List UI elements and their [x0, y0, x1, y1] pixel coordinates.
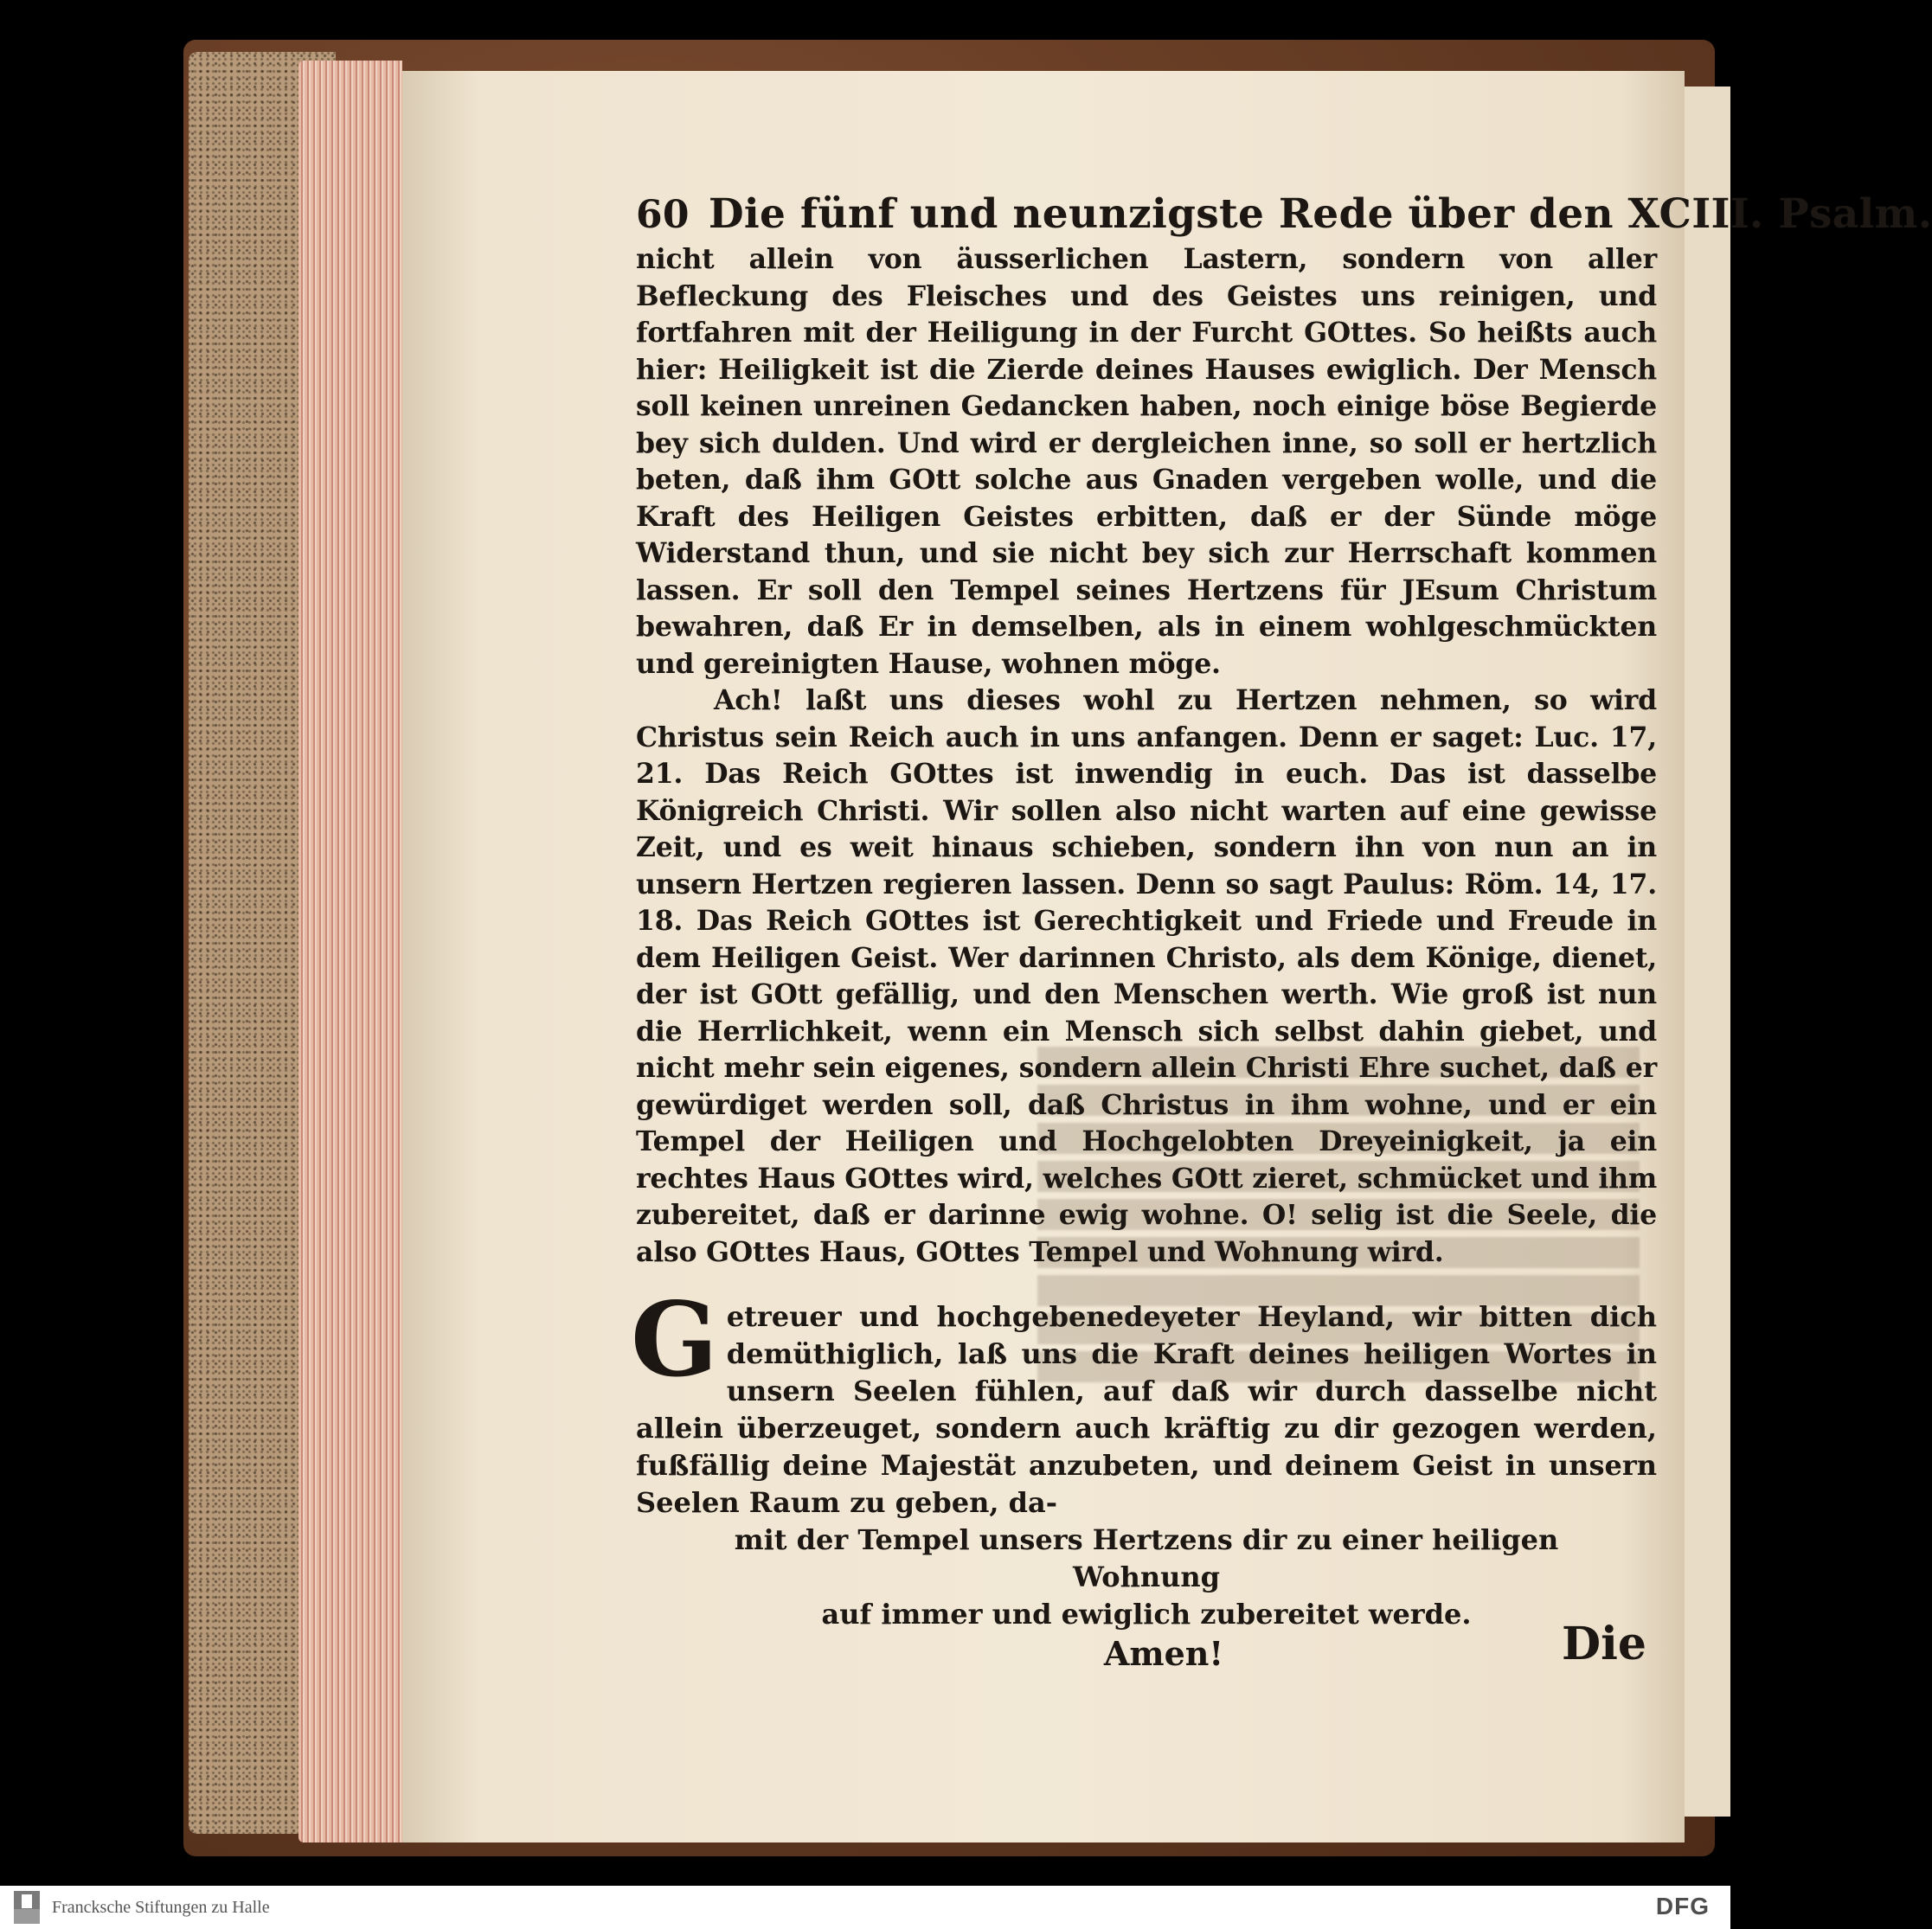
paragraph-1: nicht allein von äusserlichen Lastern, sondern von aller Befleckung des Fleisches und des Geistes uns reinigen, und fortfahren mit der Heiligung in der Furcht GOttes. So heißts auch hier: Heiligkeit ist die Zierde deines Hauses ewiglich. Der Mensch soll keinen unreinen Gedancken haben, noch einige böse Begierde bey sich dulden. Und wird er dergleichen inne, so soll er hertzlich beten, daß ihm GOtt solche aus Gnaden vergeben wolle, und die Kraft des Heiligen Geistes erbitten, daß er der Sünde möge Widerstand thun, und sie nicht bey sich zur Herrschaft kommen lassen. Er soll den Tempel seines Hertzens für JEsum Christum bewahren, daß Er in demselben, als in einem wohlgeschmückten und gereinigten Hause, wohnen möge. — [636, 243, 1657, 680]
page-edges — [298, 61, 402, 1842]
prayer-ending-line-1: mit der Tempel unsers Hertzens dir zu einer heiligen Wohnung — [734, 1523, 1559, 1593]
page-content — [631, 189, 1932, 1673]
viewer-footer — [0, 1886, 1730, 1929]
facing-page-edge — [1683, 87, 1730, 1817]
prayer-block — [631, 1279, 1657, 1673]
page-number: 60 — [636, 193, 690, 237]
prayer-text: etreuer und hochgebenedeyeter Heyland, wir bitten dich demüthiglich, laß uns die Kraft deines heiligen Wortes in unsern Seelen fühlen, auf daß wir durch dasselbe nicht allein überzeuget, sondern auch kräftig zu dir gezogen werden, fußfällig deine Majestät anzubeten, und deinem Geist in unsern Seelen Raum zu geben, da- — [636, 1300, 1657, 1519]
running-head-title: Die fünf und neunzigste Rede über den XCIII. Psalm. — [708, 190, 1932, 238]
paragraph-2: Ach! laßt uns dieses wohl zu Hertzen nehmen, so wird Christus sein Reich auch in uns anfangen. Denn er saget: Luc. 17, 21. Das Reich GOttes ist inwendig in euch. Das ist dasselbe Königreich Christi. Wir sollen also nicht warten auf eine gewisse Zeit, und es weit hinaus schieben, sondern ihn von nun an in unsern Hertzen regieren lassen. Denn so sagt Paulus: Röm. 14, 17. 18. Das Reich GOttes ist Gerechtigkeit und Friede und Freude in dem Heiligen Geist. Wer darinnen Christo, als dem Könige, dienet, der ist GOtt gefällig, und den Menschen werth. Wie groß ist nun die Herrlichkeit, wenn ein Mensch sich selbst dahin giebet, und nicht mehr sein eigenes, sondern allein Christi Ehre suchet, daß er gewürdiget werden soll, daß Christus in ihm wohne, und er ein Tempel der Heiligen und Hochgelobten Dreyeinigkeit, ja ein rechtes Haus GOttes wird, welches GOtt zieret, schmücket und ihm zubereitet, daß er darinne ewig wohne. O! selig ist die Seele, die also GOttes Haus, GOttes Tempel und Wohnung wird. — [636, 684, 1657, 1268]
drop-cap-initial: G — [631, 1279, 718, 1400]
dfg-logo[interactable]: DFG — [1655, 1893, 1710, 1919]
catchword: Die — [1562, 1618, 1646, 1670]
institution-logo-icon — [14, 1891, 40, 1924]
amen: Amen! — [1103, 1634, 1224, 1673]
running-header — [636, 189, 1932, 241]
institution-name[interactable]: Francksche Stiftungen zu Halle — [52, 1897, 270, 1917]
prayer-ending-line-2: auf immer und ewiglich zubereitet werde. — [821, 1598, 1472, 1631]
